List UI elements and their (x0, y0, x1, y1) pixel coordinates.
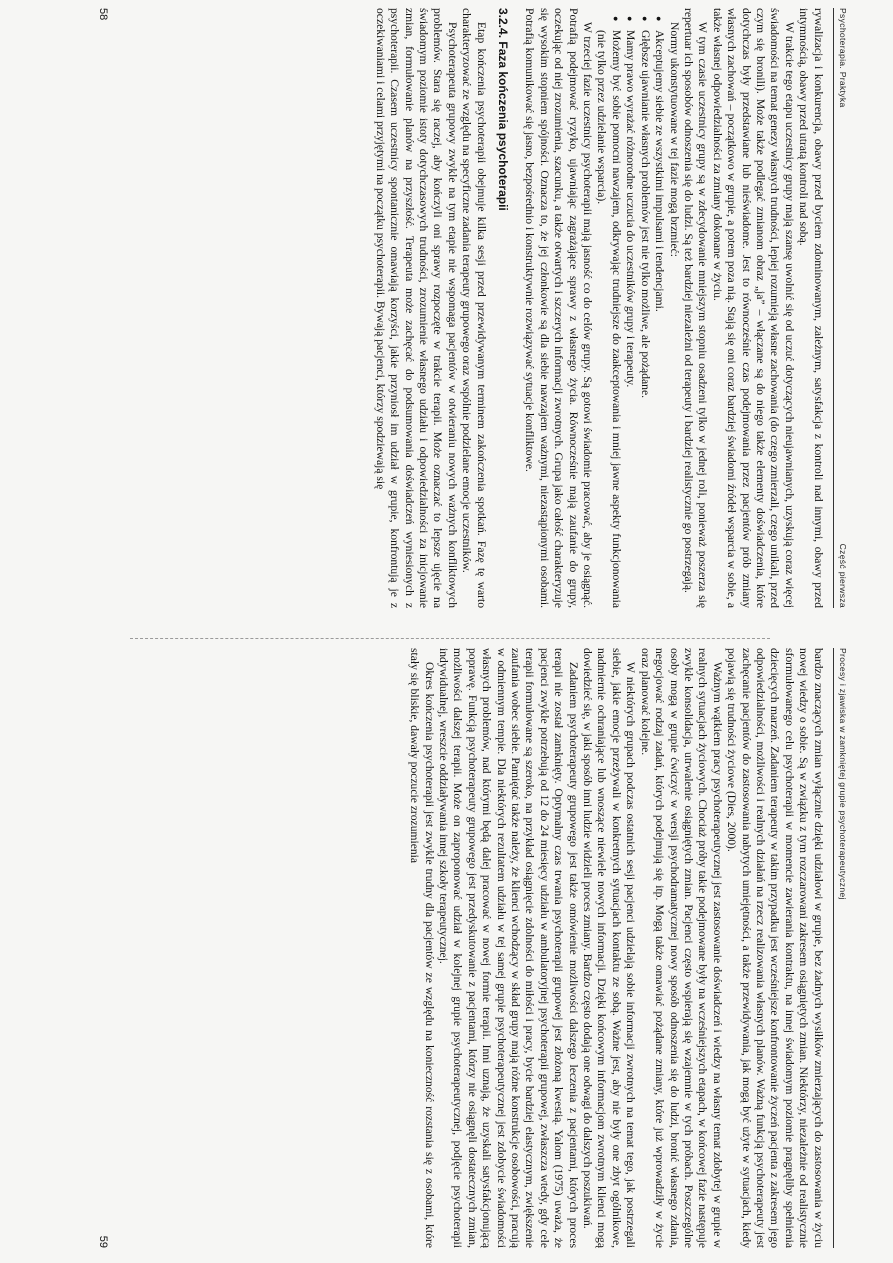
list-item: ● Głębsze ujawnianie własnych problemów jest nie tylko możliwe, ale pożądane. (637, 30, 651, 608)
section-heading: 3.2.4. Faza kończenia psychoterapii (496, 8, 511, 211)
paragraph: Okres kończenia psychoterapii jest zwykle trudny dla pacjentów ze względu na konieczność rozstania się z osobami, które stały się bliskie, dawały poczucie zrozumienia (408, 648, 436, 1248)
page-59 (90, 648, 850, 1248)
page-body (407, 648, 825, 1248)
paragraph: W niektórych grupach podczas ostatnich sesji pacjenci udzielają sobie informacji zwrotnych na temat tego, jak postrzegali siebie, jakie emocje przeżywali w konkretnych sytuacjach kontaktu ze sobą. Ważne jest, aby nie były one zbyt ogólnikowe, nadmiernie ochraniające lub wnoszące niewiele nowych informacji. Dzięki końcowym informacjom zwrotnym klienci mogą dowiedzieć się, w jaki sposób inni ludzie widzieli proces zmiany. Bardzo często dodają one odwagi do dalszych poszukiwań. (581, 648, 638, 1248)
paragraph: W tym czasie uczestnicy grupy są w zdecydowanie mniejszym stopniu osadzeni tylko w jednej roli, ponieważ poszerza się repertuar ich sposobów odnoszenia się do ludzi. Są też bardziej niezależni od terapeuty i bardziej realistycznie go postrzegają. (681, 8, 710, 608)
paragraph: Psychoterapeuta grupowy zwykle na tym etapie nie wspomaga pacjentów w otwieraniu nowych ważnych konfliktowych problemów. Stara się raczej, aby kończyli oni sprawy rozpoczęte w trakcie terapii. Może oznaczać to lepsze ujęcie na świadomym poziomie istoty dotychczasowych trudności, zrozumienie własnego udziału i odpowiedzialności za inicjowanie zmian, formułowanie planów na przyszłość. Terapeuta może zachęcać do podsumowania doświadczeń wyniesionych z psychoterapii. Czasem uczestnicy spontanicznie omawiają korzyści, jakie przyniosł im udział w grupie, konfrontują je z oczekiwaniami i celami przyjętymi na początku psychoterapii. Bywają pacjenci, którzy spodziewają się (373, 8, 459, 608)
paragraph: Etap kończenia psychoterapii obejmuje kilka sesji przed przewidywanym terminem zakończenia spotkań. Fazę tę warto charakteryzować ze względu na specyficzne zadania terapeuty grupowego oraz wspólnie podzielane emocje uczestników. (460, 8, 488, 608)
paragraph: Zadaniem psychoterapeuty grupowego jest także omówienie możliwości dalszego leczenia z pacjentami, których proces terapii nie został zamknięty. Optymalny czas trwania psychoterapii grupowej jest złożoną kwestią. Yalom (1975) uważa, że pacjenci zwykle potrzebują od 12 do 24 miesięcy udziału w ambulatoryjnej psychoterapii grupowej, zwłaszcza wtedy, gdy cele terapii formułowane są szeroko, na przykład osiągnięcie zdolności do miłości i pracy, bycie bardziej elastycznym, zwiększenie zaufania wobec siebie. Pamiętać także należy, że klienci wchodzący w skład grupy mają różne konstrukcje osobowości, pracują w odmiennym tempie. Dla niektórych rezultatem udziału w tej samej grupie psychoterapeutycznej jest zdobycie świadomości własnych problemów, nad którymi będą dalej pracować w nowej formie terapii. Inni uznają, że uzyskali satysfakcjonującą poprawę. Funkcją psychoterapeuty grupowego jest przedyskutowanie z pacjentami, którzy nie osiągnęli dostatecznych zmian, możliwości dalszej terapii. Może on zaproponować udział w kolejnej grupie psychoterapeutycznej, podjęcie psychoterapii indywidualnej, wreszcie oddziaływania innej szkoły terapeutycznej. (437, 648, 580, 1248)
paragraph: bardzo znaczących zmian wyłącznie dzięki udziałowi w grupie, bez żadnych wysiłków zmierzających do zastosowania w życiu nowej wiedzy o sobie. Są w związku z tym rozczarowani zakresem osiągniętych zmian. Niektórzy, niezależnie od realistycznie sformułowanego celu psychoterapii w momencie zawierania kontraktu, na innej świadomym poziomie pragnęliby spełnienia dziecięcych marzeń. Zadaniem terapeuty w takim przypadku jest wcześniejsze konfrontowanie życzeń pacjenta z zakresem jego odpowiedzialności, możliwości i realnych działań na rzecz realizowania własnych planów. Ważną funkcją psychoterapeuty jest zachęcanie pacjentów do zastosowania nabytych umiejętności, a także przewidywania, jak mogą być użyte w sytuacjach, kiedy pojawią się trudności życiowe (Dies, 2000). (725, 648, 825, 1248)
paragraph: rywalizacja i konkurencja, obawy przed byciem zdominowanym, zależnym, satysfakcja z kontroli nad innymi, obawy przed intymnością, obawy przed utratą kontroli nad sobą. (797, 8, 825, 608)
norms-list (594, 8, 666, 608)
running-header (833, 8, 850, 608)
paragraph: Normy ukonstytuowane w tej fazie mogą brzmieć: (667, 22, 681, 258)
running-header (833, 648, 850, 1248)
page-58 (90, 8, 850, 608)
page-number: 59 (97, 1235, 110, 1248)
page-gutter-divider (130, 638, 770, 639)
list-item: ● Akceptujemy siebie ze wszystkimi impulsami i tendencjami. (652, 30, 666, 608)
list-item: ● Możemy być sobie pomocni nawzajem, odkrywając trudniejsze do zaakceptowania i mniej jawne aspekty funkcjonowania (nie tylko przez udzielanie wsparcia). (594, 30, 623, 608)
header-chapter-title: Procesy i zjawiska w zamkniętej grupie psychoterapeutycznej (838, 648, 848, 900)
paragraph: W trzeciej fazie uczestnicy psychoterapii mają jasność co do celów grupy. Są gotowi świadomie pracować, aby je osiągnąć. Potrafią podejmować ryzyko, ujawniając zagrażające sprawy z własnego życia. Równocześnie mają zaufanie do grupy, oczekując od niej zrozumienia, szacunku, a także otwartych i szczerych informacji zwrotnych. Grupa jako całość charakteryzuje się wysokim stopniem spójności. Oznacza to, że jej członkowie są dla siebie nawzajem ważnymi, niezastąpionymi osobami. Potrafią komunikować się jasno, bezpośrednio i konstruktywnie rozwiązywać sytuacje konfliktowe. (523, 8, 595, 608)
page-number: 58 (97, 8, 110, 21)
list-item: ● Mamy prawo wyrażać różnorodne uczucia do uczestników grupy i terapeuty. (623, 30, 637, 608)
header-book-title: Psychoterapia. Praktyka (838, 8, 848, 108)
page-body (372, 8, 824, 608)
header-part-title: Część pierwsza (838, 543, 848, 608)
paragraph: W trakcie tego etapu uczestnicy grupy mają szansę uwolnić się od uczuć dotyczących nieujawnianych, uzyskują coraz więcej świadomości na temat genezy własnych trudności, lepiej rozumieją własne zachowania (do czego zmierzali, czego unikali, przed czym się bronili). Może także podlegać zmianom obraz „ja” – włączane są do niego także elementy doświadczenia, które dotychczas były przedstawiane lub nieświadome. Jest to równocześnie czas podejmowania przez pacjentów prób zmiany własnych zachowań – początkowo w grupie, a potem poza nią. Stają się oni coraz bardziej świadomi źródeł wsparcia w sobie, a także własnej odpowiedzialności za zmiany dokonane w życiu. (710, 8, 796, 608)
paragraph: Ważnym wątkiem pracy psychoterapeutycznej jest zastosowanie doświadczeń i wiedzy na własny temat zdobytej w grupie w realnych sytuacjach życiowych. Chociaż próby takie podejmowane były na wcześniejszych etapach, w końcowej fazie następuje zwykle konsolidacja, utrwalenie osiągniętych zmian. Pacjenci często wspierają się wzajemnie w tych próbach. Poszczególne osoby mogą w grupie ćwiczyć w wersji psychodramatycznej nowy sposób odnoszenia się do ludzi, bronić własnego zdania, negocjować rodzaj zadań, których podejmują się itp. Mogą także omawiać pożądane zmiany, które już wprowadziły w życie oraz planować kolejne. (638, 648, 724, 1248)
